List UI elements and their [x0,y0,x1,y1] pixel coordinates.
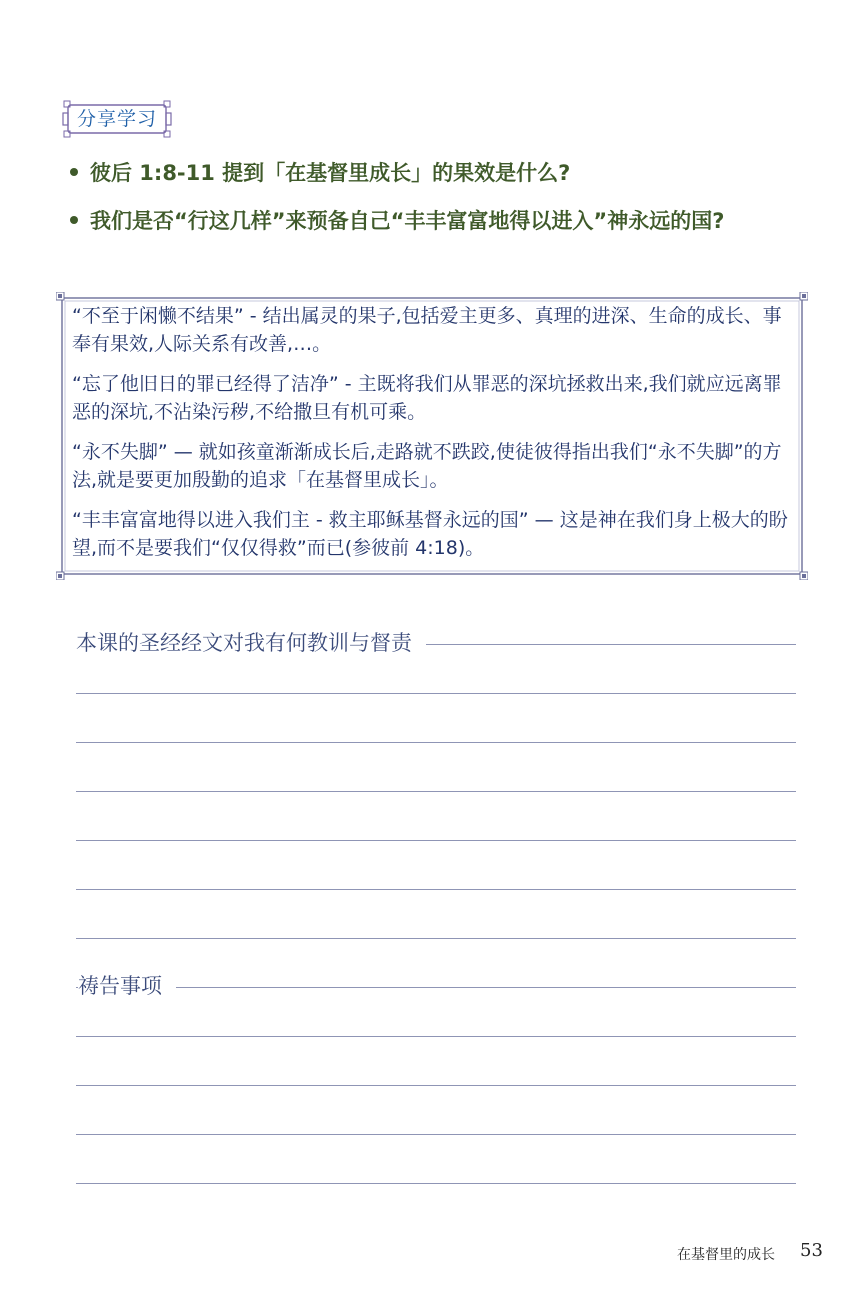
writing-line [76,1036,796,1037]
writing-line [76,693,796,694]
commentary-paragraph-2: “忘了他旧日的罪已经得了洁净” - 主既将我们从罪恶的深坑拯救出来,我们就应远离罪恶的深坑,不沾染污秽,不给撒旦有机可乘。 [72,373,782,423]
question-1-text: 彼后 1:8-11 提到「在基督里成长」的果效是什么? [90,161,571,185]
share-study-tag [62,99,172,139]
writing-line [76,791,796,792]
question-1 [70,156,810,190]
question-2-text: 我们是否“行这几样”来预备自己“丰丰富富地得以进入”神永远的国? [90,209,725,233]
writing-line [76,889,796,890]
prayer-heading-rule [76,987,796,988]
prayer-heading: 祷告事项 [78,971,176,1001]
commentary-box [56,292,808,580]
bullet-icon [70,168,78,176]
share-tag-label: 分享学习 [76,108,157,130]
commentary-paragraph-3: “永不失脚” — 就如孩童渐渐成长后,走路就不跌跤,使徒彼得指出我们“永不失脚”的方法,就是要更加殷勤的追求「在基督里成长」。 [72,441,782,491]
writing-line [76,1134,796,1135]
commentary-paragraph-1: “不至于闲懒不结果” - 结出属灵的果子,包括爱主更多、真理的进深、生命的成长、事奉有果效,人际关系有改善,…。 [72,305,782,355]
commentary-paragraph-4: “丰丰富富地得以进入我们主 - 救主耶稣基督永远的国” — 这是神在我们身上极大的盼望,而不是要我们“仅仅得救”而已(参彼前 4:18)。 [72,509,788,559]
reflection-heading: 本课的圣经经文对我有何教训与督责 [76,628,426,658]
writing-line [76,1085,796,1086]
page-number: 53 [800,1240,823,1261]
commentary-text [72,302,794,574]
writing-line [76,742,796,743]
writing-line [76,1183,796,1184]
running-footer-title: 在基督里的成长 [677,1247,775,1263]
writing-line [76,938,796,939]
writing-line [76,840,796,841]
bullet-icon [70,216,78,224]
question-2 [70,204,810,238]
